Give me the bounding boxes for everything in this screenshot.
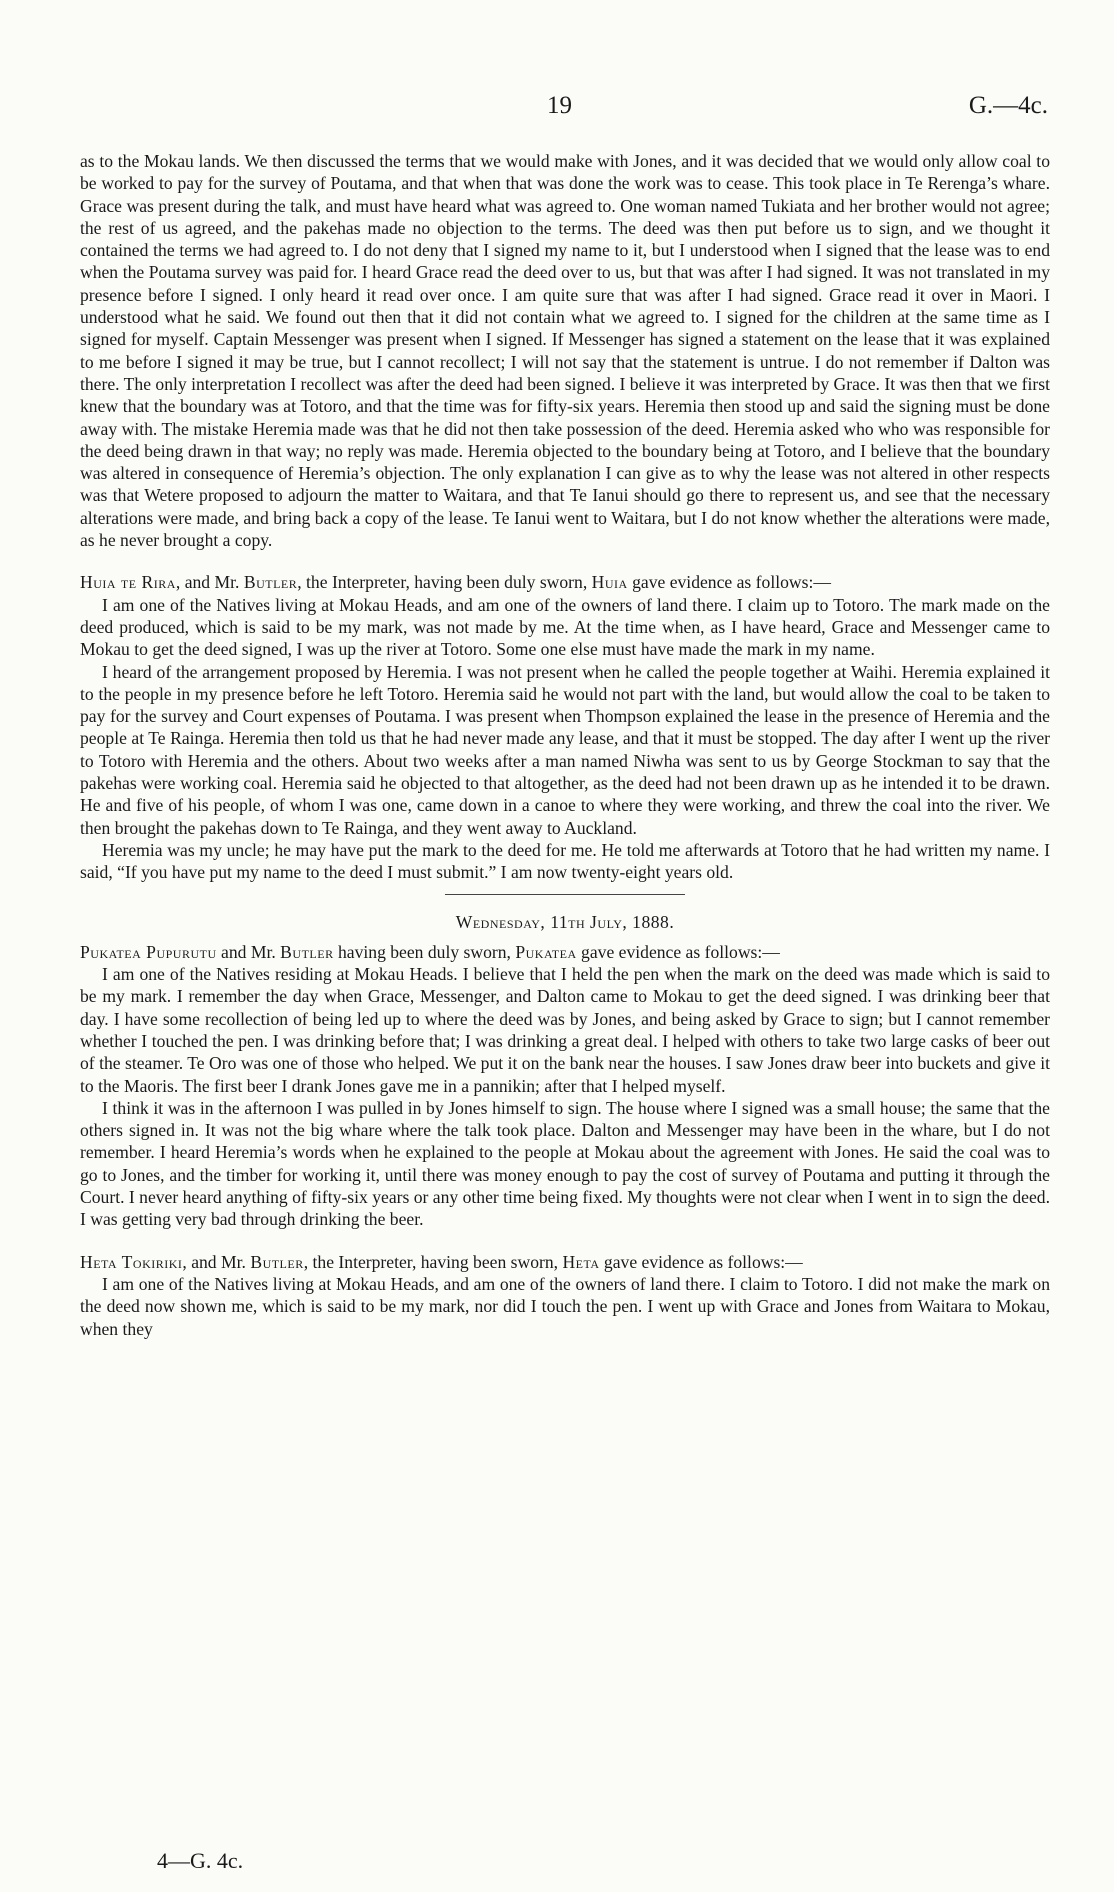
witness-short-name: Pukatea — [515, 941, 577, 962]
paragraph: I am one of the Natives living at Mokau Heads, and am one of the owners of land there. I claim up to Totoro. The mark made on the deed produced, which is said to be my mark, was not made by me. At the time when, as I have heard, Grace and Messenger came to Mokau to get the deed signed, I was up the river at Totoro. Some one else must have made the mark in my name. — [80, 594, 1050, 660]
body-text — [80, 150, 1050, 1340]
section-divider — [445, 894, 685, 895]
interpreter-name: Butler — [280, 941, 334, 962]
witness-name: Huia te Rira — [80, 572, 176, 593]
interpreter-name: Butler — [250, 1251, 304, 1272]
dateline: Wednesday, 11th July, 1888. — [455, 911, 675, 932]
witness-short-name: Heta — [562, 1251, 600, 1272]
interpreter-name: Butler — [243, 572, 298, 593]
paragraph: I think it was in the afternoon I was pulled in by Jones himself to sign. The house where I signed was a small house; the same that the others signed in. It was not the big whare where the talk took place. Dalton and Messenger may have been in the whare, but I do not remember. I heard Heremia’s words when he explained to the people at Mokau about the agreement with Jones. He said the coal was to go to Jones, and the timber for working it, until there was money enough to pay the cost of survey of Poutama and putting it through the Court. I never heard anything of fifty-six years or any other time being fixed. My thoughts were not clear when I went in to sign the deed. I was getting very bad through drinking the beer. — [80, 1097, 1050, 1230]
page-number: 19 — [547, 92, 572, 119]
paragraph: I am one of the Natives living at Mokau Heads, and am one of the owners of land there. I claim to Totoro. I did not make the mark on the deed now shown me, which is said to be my mark, nor did I touch the pen. I went up with Grace and Jones from Waitara to Mokau, when they — [80, 1273, 1050, 1339]
page-header — [0, 92, 1114, 132]
witness-name: Pukatea Pupurutu — [80, 941, 217, 962]
witness-intro-huia: Huia te Rira, and Mr. Butler, the Interpreter, having been duly sworn, Huia gave evidence as follows:— — [80, 572, 831, 593]
document-reference: G.—4c. — [968, 92, 1048, 119]
signature-mark: 4—G. 4c. — [157, 1848, 244, 1873]
paragraph-continuation: as to the Mokau lands. We then discussed the terms that we would make with Jones, and it was decided that we would only allow coal to be worked to pay for the survey of Poutama, and that when that was done the work was to cease. This took place in Te Rerenga’s whare. Grace was present during the talk, and must have heard what was agreed to. One woman named Tukiata and her brother would not agree; the rest of us agreed, and the pakehas made no objection to the terms. The deed was then put before us to sign, and we thought it contained the terms we had agreed to. I do not deny that I signed my name to it, but I understood when I signed that the lease was to end when the Poutama survey was paid for. I heard Grace read the deed over to us, but that was after I had signed. It was not translated in my presence before I signed. I only heard it read over once. I am quite sure that was after I had signed. Grace read it over in Maori. I understood what he said. We found out then that it did not contain what we agreed to. I signed for the children at the same time as I signed for myself. Captain Messenger was present when I signed. If Messenger has signed a statement on the lease that it was explained to me before I signed it may be true, but I cannot recollect; I will not say that the statement is untrue. I do not remember if Dalton was there. The only interpretation I recollect was after the deed had been signed. I believe it was interpreted by Grace. It was then that we first knew that the boundary was at Totoro, and that the time was for fifty-six years. Heremia then stood up and said the signing must be done away with. The mistake Heremia made was that he did not then take possession of the deed. Heremia asked who who was responsible for the deed being drawn in that way; no reply was made. Heremia objected to the boundary being at Totoro, and I believe that the boundary was altered in consequence of Heremia’s objection. The only explanation I can give as to why the lease was not altered in other respects was that Wetere proposed to adjourn the matter to Waitara, and that Te Ianui should go there to represent us, and see that the necessary alterations were made, and bring back a copy of the lease. Te Ianui went to Waitara, but I do not know whether the alterations were made, as he never brought a copy. — [80, 151, 1050, 551]
witness-intro-pukatea: Pukatea Pupurutu and Mr. Butler having been duly sworn, Pukatea gave evidence as follows:— — [80, 941, 780, 962]
witness-name: Heta Tokiriki — [80, 1251, 183, 1272]
witness-intro-heta: Heta Tokiriki, and Mr. Butler, the Interpreter, having been sworn, Heta gave evidence as follows:— — [80, 1251, 803, 1272]
paragraph: I heard of the arrangement proposed by Heremia. I was not present when he called the people together at Waihi. Heremia explained it to the people in my presence before he left Totoro. Heremia said he would not part with the land, but would allow the coal to be taken to pay for the survey and Court expenses of Poutama. I was present when Thompson explained the lease in the presence of Heremia and the people at Te Rainga. Heremia then told us that he had never made any lease, and that it must be stopped. The day after I went up the river to Totoro with Heremia and the others. About two weeks after a man named Niwha was sent to us by George Stockman to say that the pakehas were working coal. Heremia said he objected to that altogether, as the deed had not been drawn up as he intended it to be drawn. He and five of his people, of whom I was one, came down in a canoe to where they were working, and threw the coal into the river. We then brought the pakehas down to Te Rainga, and they went away to Auckland. — [80, 661, 1050, 838]
witness-short-name: Huia — [591, 572, 628, 593]
paragraph: I am one of the Natives residing at Mokau Heads. I believe that I held the pen when the mark on the deed was made which is said to be my mark. I remember the day when Grace, Messenger, and Dalton came to Mokau to get the deed signed. I was drinking beer that day. I have some recollection of being led up to where the deed was by Jones, and being asked by Grace to sign; but I cannot remember whether I touched the pen. I was drinking before that; I was drinking a great deal. I helped with others to take two large casks of beer out of the steamer. Te Oro was one of those who helped. We put it on the bank near the houses. I saw Jones draw beer into buckets and give it to the Maoris. The first beer I drank Jones gave me in a pannikin; after that I helped myself. — [80, 964, 1050, 1096]
paragraph: Heremia was my uncle; he may have put the mark to the deed for me. He told me afterwards at Totoro that he had written my name. I said, “If you have put my name to the deed I must submit.” I am now twenty-eight years old. — [80, 839, 1050, 883]
